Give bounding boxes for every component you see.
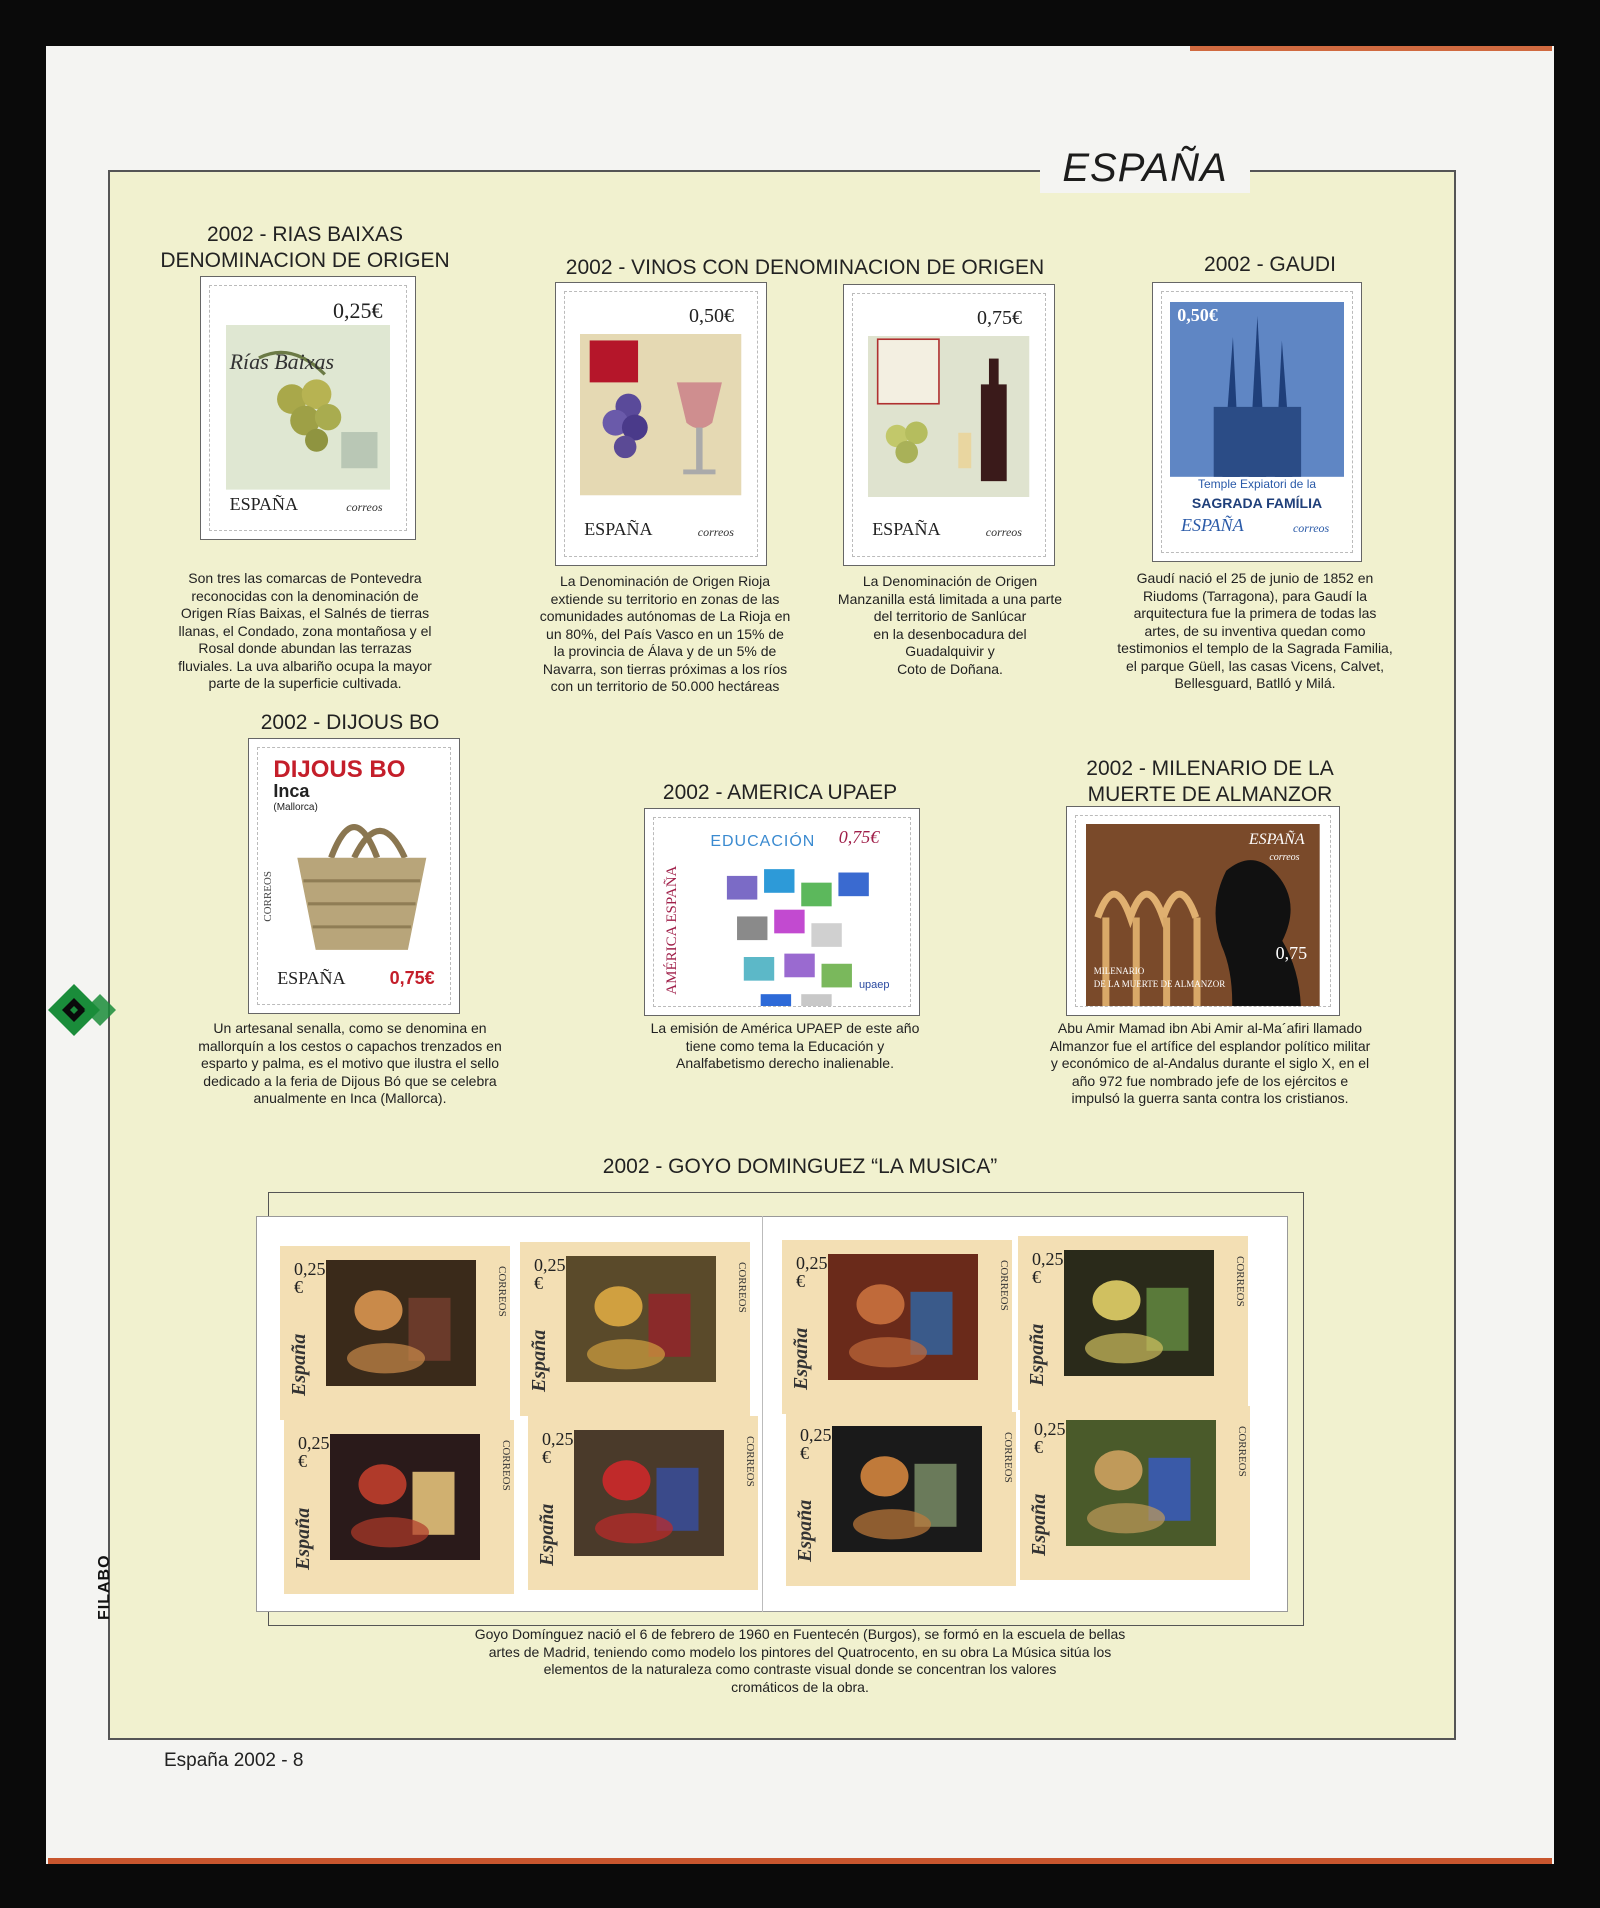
stamp-country: España bbox=[292, 1507, 314, 1570]
manzanilla-stamp: 0,75€ ESPAÑA correos bbox=[852, 293, 1046, 557]
manzanilla-stamp-mount bbox=[843, 284, 1055, 566]
painting-icon bbox=[828, 1254, 978, 1380]
musica-stamp bbox=[786, 1412, 1016, 1586]
wine-glass-icon bbox=[580, 334, 741, 495]
gaudi-stamp-mount bbox=[1152, 282, 1362, 562]
rioja-description: La Denominación de Origen Rioja extiende su territorio en zonas de las comunidades autónomas de La Rioja en un 80%, del País Vasco en un 15% de la provincia de Álava y de un 5% de Navarra, son tierras próximas a los ríos con un territorio de 50.000 hectáreas bbox=[539, 573, 791, 694]
basket-icon bbox=[285, 804, 439, 958]
stamp-value: 0,25 € bbox=[542, 1429, 574, 1467]
vinos-title: 2002 - VINOS CON DENOMINACION DE ORIGEN bbox=[565, 256, 1045, 279]
stamp-country: España bbox=[528, 1329, 550, 1392]
sheet-bottom-edge bbox=[48, 1858, 1552, 1864]
almanzor-description: Abu Amir Mamad ibn Abi Amir al-Ma´afiri llamado Almanzor fue el artífice del esplandor político militar y económico de al-Andalus durante el siglo X, en el año 972 fue nombrado jefe de los ejércitos e impulsó la guerra santa contra los cristianos. bbox=[1049, 1020, 1371, 1106]
dijous-title: 2002 - DIJOUS BO bbox=[260, 711, 440, 734]
stamp-post: CORREOS bbox=[1234, 1256, 1246, 1307]
stamp-value: 0,25 € bbox=[800, 1425, 832, 1463]
page-number: España 2002 - 8 bbox=[164, 1750, 304, 1771]
rias-description: Son tres las comarcas de Pontevedra reconocidas con la denominación de Origen Rías Baixas, el Salnés de tierras llanas, el Condado, zona montañosa y el Rosal donde abundan las terrazas fluviales. La uva albariño ocupa la mayor parte de la superficie cultivada. bbox=[178, 570, 432, 691]
almanzor-stamp: ESPAÑA correos 0,75 MILENARIO DE LA MUERTE DE ALMANZOR bbox=[1075, 815, 1331, 1007]
upaep-title: 2002 - AMERICA UPAEP bbox=[662, 781, 898, 804]
stamp-post: CORREOS bbox=[998, 1260, 1010, 1311]
dijous-stamp: DIJOUS BO Inca (Mallorca) CORREOS ESPAÑA 0,75€ bbox=[257, 747, 451, 1005]
painting-icon bbox=[574, 1430, 724, 1556]
filabo-logo-icon bbox=[44, 980, 120, 1040]
stamp-value: 0,25 € bbox=[534, 1255, 566, 1293]
painting-icon bbox=[832, 1426, 982, 1552]
rias-title: 2002 - RIAS BAIXAS DENOMINACION DE ORIGEN bbox=[160, 223, 450, 272]
musica-stamp bbox=[782, 1240, 1012, 1414]
booklet-fold-line bbox=[762, 1216, 763, 1612]
stamp-post: CORREOS bbox=[496, 1266, 508, 1317]
sagrada-familia-icon bbox=[1170, 302, 1345, 477]
almanzor-stamp-mount bbox=[1066, 806, 1340, 1016]
wine-bottle-icon bbox=[868, 336, 1029, 497]
musica-stamp bbox=[1020, 1406, 1250, 1580]
dijous-description: Un artesanal senalla, como se denomina en mallorquín a los cestos o capachos trenzados en esparto y palma, es el motivo que ilustra el sello dedicado a la feria de Dijous Bó que se celebra anualmente en Inca (Mallorca). bbox=[198, 1020, 502, 1106]
almanzor-title: 2002 - MILENARIO DE LA MUERTE DE ALMANZOR bbox=[1086, 757, 1334, 806]
rias-stamp: 0,25€ Rías Baixas ESPAÑA correos bbox=[209, 285, 407, 531]
stamp-post: CORREOS bbox=[1236, 1426, 1248, 1477]
gaudi-stamp: 0,50€ Temple Expiatori de la SAGRADA FAMÍLIA ESPAÑA correos bbox=[1161, 291, 1353, 553]
stamp-country: España bbox=[288, 1333, 310, 1396]
painting-icon bbox=[1064, 1250, 1214, 1376]
stamp-country: España bbox=[1028, 1493, 1050, 1556]
musica-stamp bbox=[280, 1246, 510, 1420]
stamp-post: CORREOS bbox=[736, 1262, 748, 1313]
painting-icon bbox=[566, 1256, 716, 1382]
stamp-value: 0,25 € bbox=[294, 1259, 326, 1297]
stamp-post: CORREOS bbox=[1002, 1432, 1014, 1483]
musica-stamp bbox=[528, 1416, 758, 1590]
upaep-stamp-mount bbox=[644, 808, 920, 1016]
stamp-post: CORREOS bbox=[744, 1436, 756, 1487]
stamp-value: 0,25 € bbox=[1034, 1419, 1066, 1457]
painting-icon bbox=[326, 1260, 476, 1386]
gaudi-description: Gaudí nació el 25 de junio de 1852 en Riudoms (Tarragona), para Gaudí la arquitectura fue la primera de todas las artes, de su inventiva quedan como testimonios el templo de la Sagrada Familia, el parque Güell, las casas Vicens, Calvet, Bellesguard, Batlló y Milá. bbox=[1117, 570, 1393, 691]
stamp-value: 0,25 € bbox=[1032, 1249, 1064, 1287]
stamp-country: España bbox=[790, 1327, 812, 1390]
musica-stamp bbox=[520, 1242, 750, 1416]
gaudi-title: 2002 - GAUDI bbox=[1204, 253, 1336, 276]
puzzle-pieces-icon bbox=[710, 859, 879, 1007]
musica-stamp bbox=[284, 1420, 514, 1594]
painting-icon bbox=[330, 1434, 480, 1560]
upaep-stamp: AMÉRICA ESPAÑA EDUCACIÓN 0,75€ upaep bbox=[653, 817, 911, 1007]
musica-title: 2002 - GOYO DOMINGUEZ “LA MUSICA” bbox=[602, 1155, 998, 1178]
stamp-post: CORREOS bbox=[500, 1440, 512, 1491]
country-header: ESPAÑA bbox=[1040, 143, 1250, 193]
rioja-stamp: 0,50€ ESPAÑA correos bbox=[564, 291, 758, 557]
musica-description: Goyo Domínguez nació el 6 de febrero de 1960 en Fuentecén (Burgos), se formó en la escuela de bellas artes de Madrid, teniendo como modelo los pintores del Quatrocento, en su obra La Música sitúa los elementos de la naturaleza como contraste visual donde se concentran los valores cromáticos de la obra. bbox=[474, 1626, 1126, 1695]
painting-icon bbox=[1066, 1420, 1216, 1546]
rias-stamp-mount bbox=[200, 276, 416, 540]
stamp-country: España bbox=[536, 1503, 558, 1566]
musica-stamp bbox=[1018, 1236, 1248, 1410]
manzanilla-description: La Denominación de Origen Manzanilla está limitada a una parte del territorio de Sanlúcar en la desenbocadura del Guadalquivir y Coto de Doñana. bbox=[837, 573, 1063, 677]
upaep-description: La emisión de América UPAEP de este año tiene como tema la Educación y Analfabetismo derecho inalienable. bbox=[650, 1020, 920, 1071]
stamp-country: España bbox=[794, 1499, 816, 1562]
dijous-stamp-mount bbox=[248, 738, 460, 1014]
stamp-value: 0,25 € bbox=[298, 1433, 330, 1471]
brand-label: FILABO bbox=[96, 1554, 113, 1620]
stamp-country: España bbox=[1026, 1323, 1048, 1386]
rioja-stamp-mount bbox=[555, 282, 767, 566]
stamp-value: 0,25 € bbox=[796, 1253, 828, 1291]
sheet-top-edge bbox=[1190, 46, 1552, 51]
